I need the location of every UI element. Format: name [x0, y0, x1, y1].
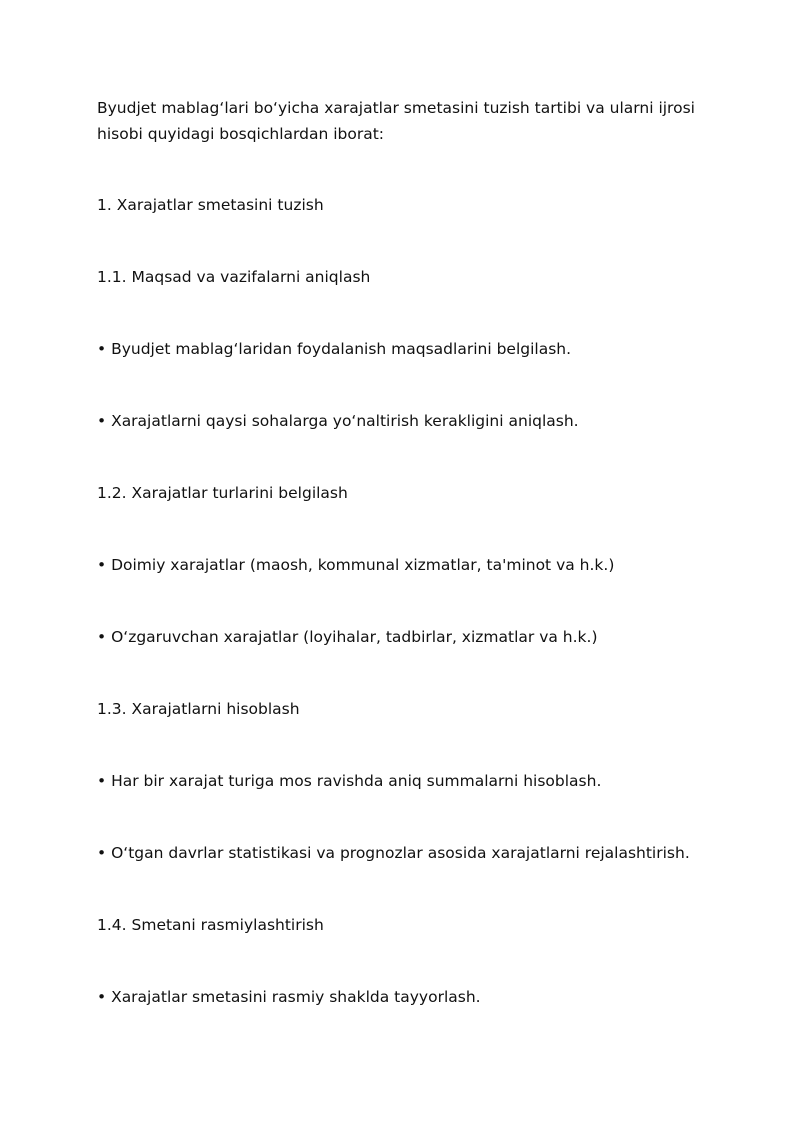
bullet-item: • O‘tgan davrlar statistikasi va prognozlar asosida xarajatlarni rejalashtirish.	[97, 844, 690, 862]
bullet-item: • Byudjet mablag‘laridan foydalanish maqsadlarini belgilash.	[97, 340, 572, 358]
section-heading: 1. Xarajatlar smetasini tuzish	[97, 196, 324, 214]
bullet-item: • Har bir xarajat turiga mos ravishda aniq summalarni hisoblash.	[97, 772, 602, 790]
intro-line: hisobi quyidagi bosqichlardan iborat:	[97, 125, 384, 143]
subsection-heading: 1.2. Xarajatlar turlarini belgilash	[97, 484, 348, 502]
subsection-heading: 1.1. Maqsad va vazifalarni aniqlash	[97, 268, 371, 286]
intro-paragraph	[97, 95, 717, 147]
subsection-heading: 1.3. Xarajatlarni hisoblash	[97, 700, 300, 718]
bullet-item: • Doimiy xarajatlar (maosh, kommunal xizmatlar, ta'minot va h.k.)	[97, 556, 615, 574]
intro-line: Byudjet mablag‘lari bo‘yicha xarajatlar smetasini tuzish tartibi va ularni ijrosi	[97, 99, 695, 117]
bullet-item: • O‘zgaruvchan xarajatlar (loyihalar, tadbirlar, xizmatlar va h.k.)	[97, 628, 598, 646]
bullet-item: • Xarajatlarni qaysi sohalarga yo‘naltirish kerakligini aniqlash.	[97, 412, 579, 430]
subsection-heading: 1.4. Smetani rasmiylashtirish	[97, 916, 324, 934]
bullet-item: • Xarajatlar smetasini rasmiy shaklda tayyorlash.	[97, 988, 481, 1006]
